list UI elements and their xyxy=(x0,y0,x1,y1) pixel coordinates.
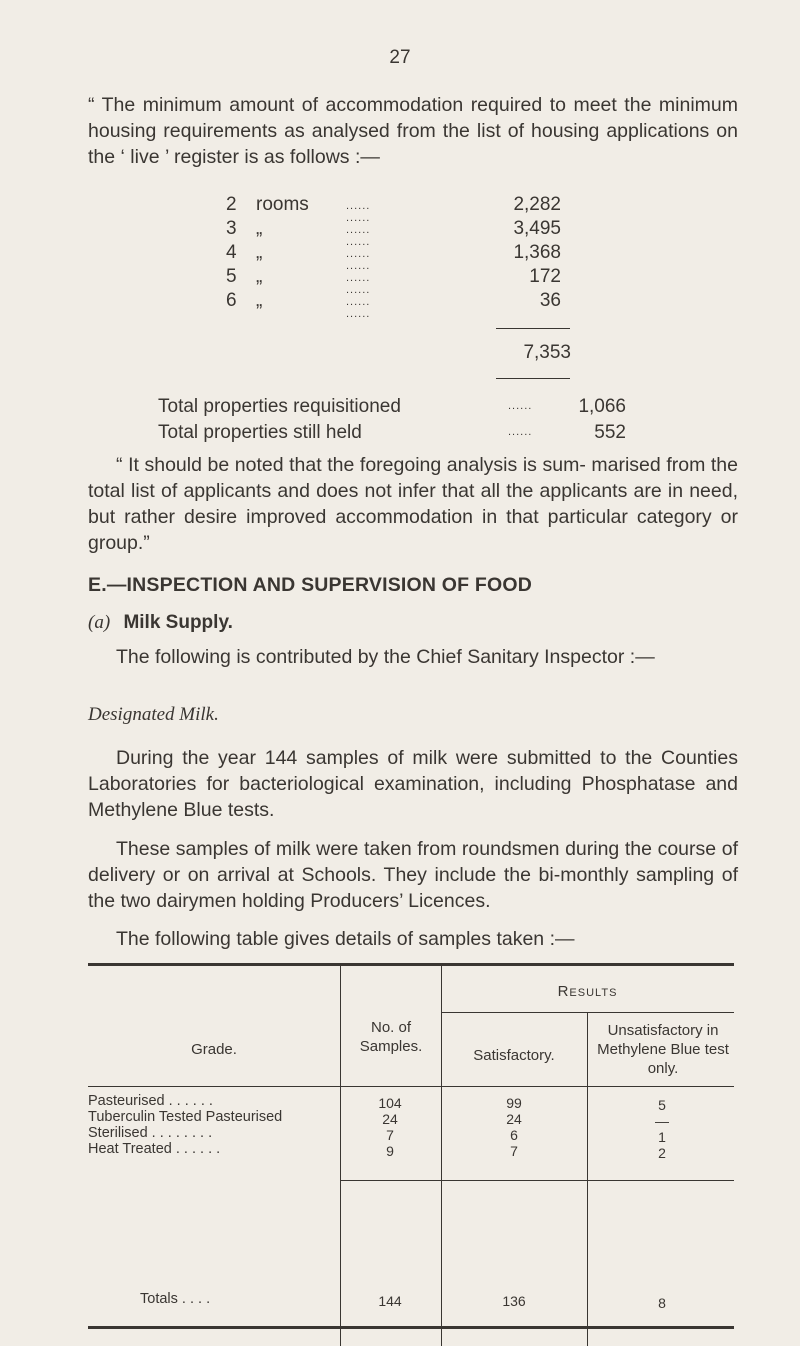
unsatisfactory-column-header: Unsatisfactory in Methylene Blue test only. xyxy=(597,1022,729,1077)
dot-leader: ...... ...... xyxy=(346,200,371,224)
room-count: 4 xyxy=(226,242,237,263)
results-subheader-rule xyxy=(441,1012,734,1013)
properties-requisitioned-value: 1,066 xyxy=(578,396,626,417)
row-unsatisfactory: 2 xyxy=(658,1145,666,1161)
applications-value: 1,368 xyxy=(513,242,561,263)
subsection-prefix: (a) xyxy=(88,612,111,633)
samples-paragraph: During the year 144 samples of milk were submitted to the Counties Laboratories for bacteriological examination, including Phosphatase and Methylene Blue tests. xyxy=(88,747,738,821)
page-number: 27 xyxy=(389,47,411,68)
room-count: 5 xyxy=(226,266,237,287)
table-bottom-rule xyxy=(88,1326,734,1329)
row-grade: Tuberculin Tested Pasteurised xyxy=(88,1109,283,1125)
section-heading: E.—INSPECTION AND SUPERVISION OF FOOD xyxy=(88,574,533,596)
row-unsatisfactory: 5 xyxy=(658,1097,666,1113)
room-unit: „ xyxy=(256,242,263,263)
row-unsatisfactory: 1 xyxy=(658,1129,666,1145)
roundsmen-paragraph: These samples of milk were taken from roundsmen during the course of delivery or on arrival at Schools. They include the bi-monthly sampling of the two dairymen holding Producers’ Licences. xyxy=(88,838,738,912)
properties-held-label: Total properties still held xyxy=(158,422,362,443)
room-count: 6 xyxy=(226,290,237,311)
table-top-rule xyxy=(88,963,734,966)
contributed-paragraph: The following is contributed by the Chief Sanitary Inspector :— xyxy=(116,646,655,668)
column-divider xyxy=(441,966,442,1346)
subsection-title: Milk Supply. xyxy=(123,612,233,633)
room-unit: rooms xyxy=(256,194,309,215)
dot-leader: ...... ...... xyxy=(346,248,371,272)
dot-leader: ...... ...... xyxy=(346,224,371,248)
row-satisfactory: 24 xyxy=(506,1111,522,1127)
results-column-header: Results xyxy=(557,983,618,1000)
totals-rule xyxy=(340,1180,734,1181)
designated-milk-heading: Designated Milk. xyxy=(88,704,219,725)
row-satisfactory: 99 xyxy=(506,1095,522,1111)
dot-leader: ...... ...... xyxy=(346,296,371,320)
row-satisfactory: 6 xyxy=(510,1127,518,1143)
totals-samples: 144 xyxy=(378,1293,402,1309)
row-samples: 24 xyxy=(382,1111,398,1127)
applications-value: 2,282 xyxy=(513,194,561,215)
room-count: 2 xyxy=(226,194,237,215)
properties-held-value: 552 xyxy=(594,422,626,443)
totals-unsatisfactory: 8 xyxy=(658,1295,666,1311)
note-paragraph: “ It should be noted that the foregoing analysis is sum- marised from the total list of applicants and does not infer that all the applicants are in need, but rather desire improved accommodation in that particular category or group.” xyxy=(88,454,738,554)
row-samples: 104 xyxy=(378,1095,402,1111)
intro-paragraph: “ The minimum amount of accommodation required to meet the minimum housing requirements as analysed from the list of housing applications on the ‘ live ’ register is as follows :— xyxy=(88,94,738,168)
room-unit: „ xyxy=(256,218,263,239)
dot-leader: ...... xyxy=(508,426,533,438)
row-satisfactory: 7 xyxy=(510,1143,518,1159)
grade-column-header: Grade. xyxy=(191,1041,237,1058)
applications-value: 36 xyxy=(539,290,561,311)
room-unit: „ xyxy=(256,266,263,287)
dot-leader: ...... ...... xyxy=(346,272,371,296)
totals-satisfactory: 136 xyxy=(502,1293,526,1309)
housing-total: 7,353 xyxy=(523,342,571,363)
header-bottom-rule xyxy=(88,1086,734,1087)
row-grade: Pasteurised . . . . . . xyxy=(88,1093,213,1109)
column-divider xyxy=(340,966,341,1346)
room-unit: „ xyxy=(256,290,263,311)
row-samples: 7 xyxy=(386,1127,394,1143)
column-divider xyxy=(587,1012,588,1346)
row-grade: Sterilised . . . . . . . . xyxy=(88,1125,213,1141)
table-intro-paragraph: The following table gives details of samples taken :— xyxy=(116,928,575,950)
applications-value: 3,495 xyxy=(513,218,561,239)
row-grade: Heat Treated . . . . . . xyxy=(88,1141,221,1157)
samples-column-header: No. of Samples. xyxy=(359,1019,423,1055)
satisfactory-column-header: Satisfactory. xyxy=(473,1047,555,1064)
row-samples: 9 xyxy=(386,1143,394,1159)
applications-value: 172 xyxy=(529,266,561,287)
room-count: 3 xyxy=(226,218,237,239)
dot-leader: ...... xyxy=(508,400,533,412)
row-unsatisfactory: — xyxy=(655,1113,669,1129)
properties-requisitioned-label: Total properties requisitioned xyxy=(158,396,401,417)
totals-label: Totals . . . . xyxy=(140,1291,211,1307)
